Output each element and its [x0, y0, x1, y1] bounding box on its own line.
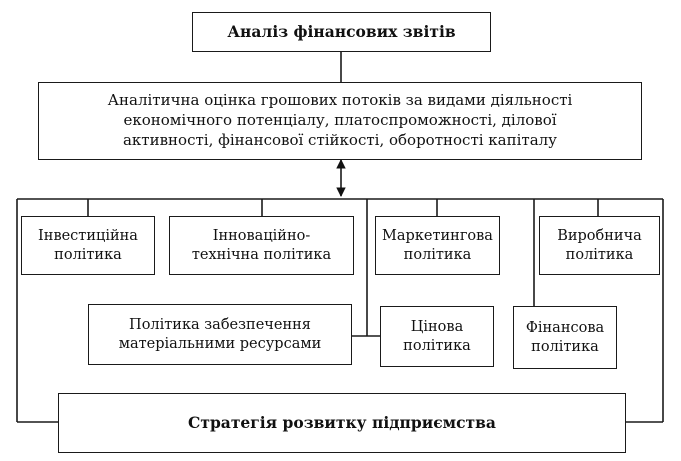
materials-line2: матеріальними ресурсами	[118, 335, 322, 352]
strategy-box	[58, 393, 626, 453]
financial-policy-box	[513, 306, 617, 369]
main-analysis-box	[38, 82, 642, 160]
marketing-policy-box	[375, 216, 500, 275]
marketing-line2: політика	[403, 246, 472, 263]
marketing-line1: Маркетингова	[382, 227, 493, 244]
main-text-line1: Аналітична оцінка грошових потоків за видами діяльності	[107, 91, 573, 110]
title-text: Аналіз фінансових звітів	[227, 22, 456, 42]
strategy-text: Стратегія розвитку підприємства	[188, 413, 496, 433]
innovation-policy-box	[169, 216, 354, 275]
investment-line2: політика	[54, 246, 122, 263]
investment-policy-box	[21, 216, 155, 275]
production-line1: Виробнича	[557, 227, 642, 244]
pricing-line1: Цінова	[410, 318, 464, 335]
production-line2: політика	[565, 246, 634, 263]
investment-line1: Інвестиційна	[38, 227, 138, 244]
financial-line1: Фінансова	[525, 319, 605, 336]
innovation-line1: Інноваційно-	[212, 227, 311, 244]
pricing-line2: політика	[403, 337, 471, 354]
pricing-policy-box	[380, 306, 494, 367]
production-policy-box	[539, 216, 660, 275]
materials-policy-box	[88, 304, 352, 365]
main-text-line2: економічного потенціалу, платоспроможності, ділової	[123, 111, 557, 130]
innovation-line2: технічна політика	[191, 246, 332, 263]
main-text-line3: активності, фінансової стійкості, оборотності капіталу	[122, 130, 558, 149]
financial-line2: політика	[531, 338, 599, 355]
materials-line1: Політика забезпечення	[129, 316, 311, 333]
title-box	[192, 12, 491, 52]
